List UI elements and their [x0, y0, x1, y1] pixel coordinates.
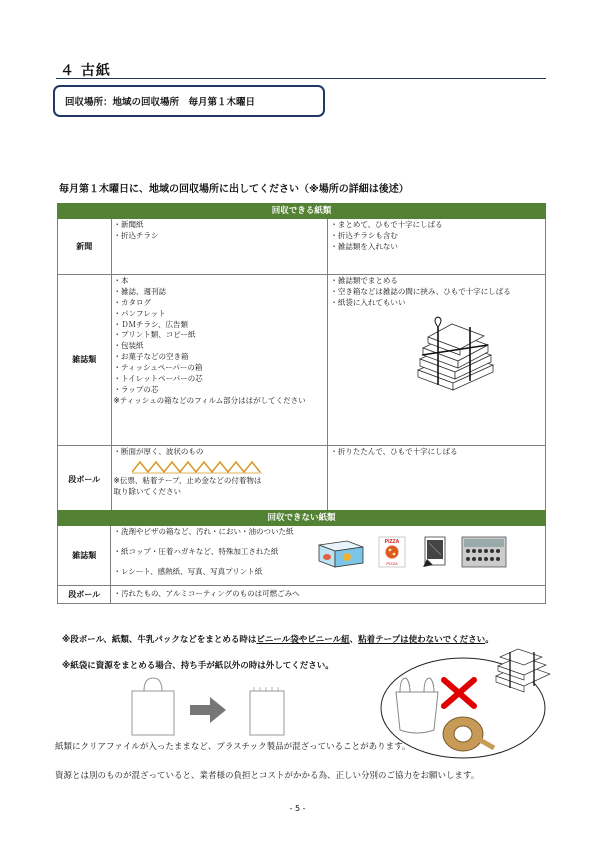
list-item: ・ＤＭチラシ、広告類 [113, 319, 188, 329]
category-label: 新聞 [58, 219, 112, 275]
list-item: ・折込チラシも含む [330, 230, 398, 240]
film-print-icon [419, 535, 449, 569]
tape-warning-note [62, 633, 494, 645]
list-item: ・折りたたんで、ひもで十字にしばる [330, 447, 458, 456]
table-header: 回収できない紙類 [58, 511, 546, 526]
plastic-contamination-note: 紙類にクリアファイルが入ったままなど、プラスチック製品が混ざっていることがあります。 [55, 742, 411, 752]
list-item: ・トイレットペーパーの芯 [113, 373, 203, 383]
list-item: ・紙コップ・圧着ハガキなど、特殊加工された紙 [113, 546, 279, 556]
item-list [111, 219, 328, 275]
list-item: ・ティッシュペーパーの箱 [113, 363, 203, 372]
list-item: ・レシート、感熱紙、写真、写真プリント紙 [113, 566, 263, 576]
non-collectable-paper-table [57, 510, 546, 604]
category-label: 段ボール [58, 446, 112, 514]
pizza-label-top: PIZZA [385, 539, 400, 546]
item-list [111, 526, 313, 579]
list-item: ・お菓子などの空き箱 [113, 352, 189, 362]
detergent-box-icon [317, 535, 365, 569]
category-label: 雑誌類 [58, 526, 111, 586]
list-item: ・洗剤やピザの箱など、汚れ・におい・油のついた紙 [113, 527, 294, 536]
instruction-list [328, 275, 546, 446]
list-item: ・まとめて、ひもで十字にしばる [330, 220, 443, 229]
list-item: ・折込チラシ [113, 230, 159, 240]
list-item: ・包装紙 [113, 341, 144, 351]
table-row [58, 219, 546, 275]
list-item: ・新聞紙 [113, 220, 144, 229]
collection-notice: 毎月第１木曜日に、地域の回収場所に出してください（※場所の詳細は後述） [59, 184, 409, 195]
instruction-list [328, 219, 546, 275]
list-item: ・断面が厚く、波状のもの [113, 447, 204, 456]
item-list [111, 586, 546, 604]
note-emphasis: 粘着テープは使わないでください [358, 635, 486, 645]
item-list [111, 275, 328, 446]
collection-location-box: 回収場所：地域の回収場所 毎月第１木曜日 [53, 85, 325, 117]
list-item: ・紙袋に入れてもいい [330, 297, 406, 307]
corrugated-cardboard-icon [132, 460, 262, 474]
list-item: ※ティッシュの箱などのフィルム部分ははがしてください [113, 395, 306, 405]
table-row [58, 275, 546, 446]
list-item: ・雑誌類を入れない [330, 241, 398, 251]
arrow-right-icon [190, 697, 226, 723]
pizza-label-bottom: PIZZA [386, 561, 399, 567]
table-header: 回収できる紙類 [58, 204, 546, 219]
item-list [111, 446, 328, 514]
bundled-magazines-icon [408, 315, 498, 395]
list-item: ・汚れたもの、アルミコーティングのものは可燃ごみへ [113, 589, 300, 599]
pizza-box-icon [377, 535, 407, 569]
non-collectable-icons [313, 535, 507, 569]
note-text: 。 [485, 635, 494, 645]
paper-bag-note: ※紙袋に資源をまとめる場合、持ち手が紙以外の時は外してください。 [62, 661, 334, 671]
table-row [58, 586, 546, 604]
list-item: ・プリント類、コピー紙 [113, 330, 196, 340]
table-row [58, 526, 546, 586]
list-item: ・本 [113, 276, 129, 285]
photo-print-icon [461, 535, 507, 569]
bag-with-handle-icon [132, 678, 174, 735]
list-item: ・カタログ [113, 297, 152, 307]
category-label: 段ボール [58, 586, 111, 604]
paper-bag-illustration [126, 677, 296, 737]
list-item: ・パンフレット [113, 308, 166, 318]
bag-without-handle-icon [250, 687, 284, 735]
note-text: 、 [349, 635, 359, 645]
section-heading: ４ 古紙 [60, 63, 111, 79]
category-label: 雑誌類 [58, 275, 112, 446]
note-line: ※伝票、粘着テープ、止め金などの付着物は [113, 475, 262, 485]
note-line: 取り除いてください [113, 486, 182, 496]
note-text: ※段ボール、紙類、牛乳パックなどをまとめる時は [62, 635, 257, 645]
heading-rule [56, 78, 546, 79]
instruction-list [328, 446, 546, 514]
table-row [58, 446, 546, 514]
note-emphasis: ビニール袋やビニール紐 [256, 635, 350, 645]
list-item: ・空き箱などは雑誌の間に挟み、ひもで十字にしばる [330, 286, 511, 296]
sorting-request-note: 資源とは別のものが混ざっていると、業者様の負担とコストがかかる為、正しい分別のご協力をお願いします。 [55, 771, 480, 781]
collectable-paper-table [57, 203, 546, 514]
page-number: - 5 - [289, 804, 306, 813]
list-item: ・雑誌類でまとめる [330, 276, 398, 285]
list-item: ・ラップの芯 [113, 384, 159, 394]
list-item: ・雑誌、週刊誌 [113, 286, 167, 296]
